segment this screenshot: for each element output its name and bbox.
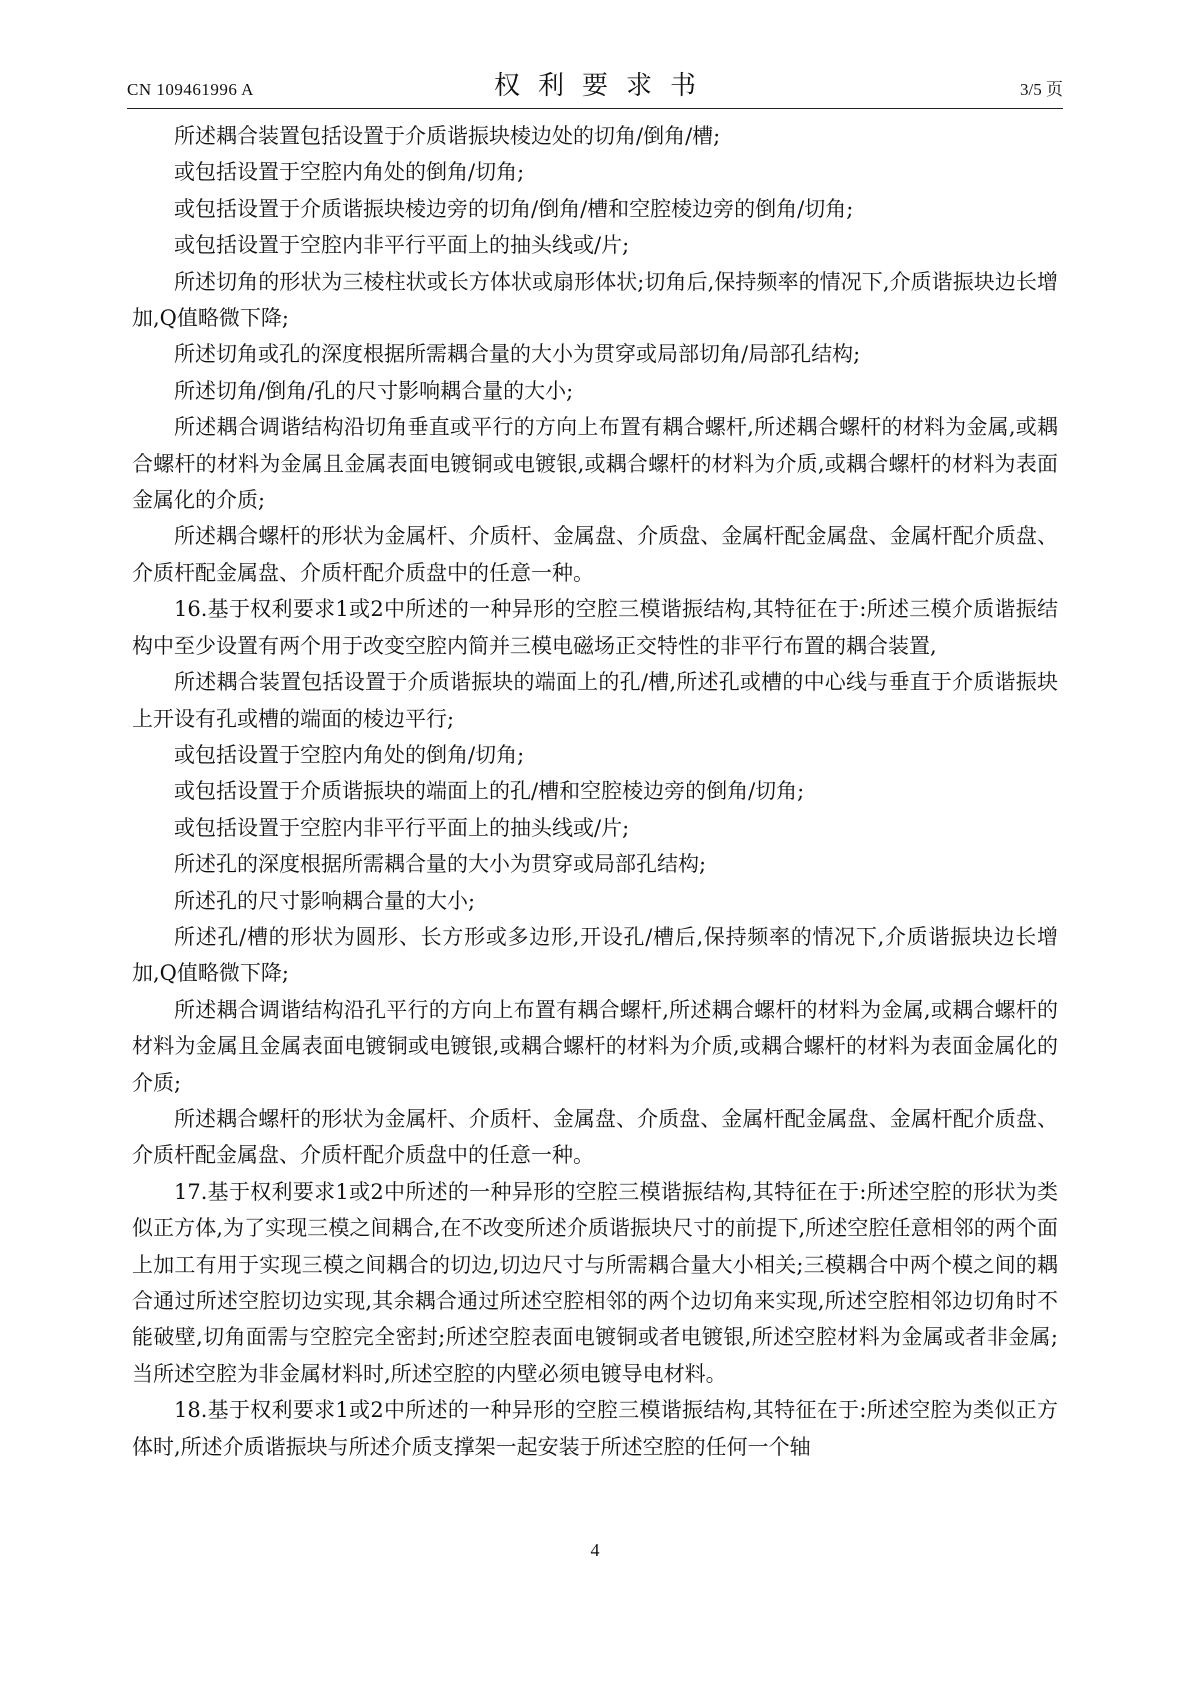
claim-paragraph: 所述孔的尺寸影响耦合量的大小;	[174, 888, 476, 913]
claim-paragraph: 所述耦合螺杆的形状为金属杆、介质杆、金属盘、介质盘、金属杆配金属盘、金属杆配介质盘、介质杆配金属盘、介质杆配介质盘中的任意一种。	[132, 524, 1058, 585]
claim-paragraph: 所述耦合装置包括设置于介质谐振块棱边处的切角/倒角/槽;	[174, 124, 721, 148]
claim-paragraph: 所述孔/槽的形状为圆形、长方形或多边形,开设孔/槽后,保持频率的情况下,介质谐振块边长增加,Q值略微下降;	[132, 924, 1058, 986]
claim-paragraph: 所述孔的深度根据所需耦合量的大小为贯穿或局部孔结构;	[174, 852, 707, 877]
claim-paragraph: 或包括设置于介质谐振块的端面上的孔/槽和空腔棱边旁的倒角/切角;	[174, 779, 805, 804]
claim-paragraph: 所述耦合调谐结构沿孔平行的方向上布置有耦合螺杆,所述耦合螺杆的材料为金属,或耦合螺杆的材料为金属且金属表面电镀铜或电镀银,或耦合螺杆的材料为介质,或耦合螺杆的材料为表面金属化的介质;	[132, 997, 1058, 1095]
claim-paragraph: 所述耦合调谐结构沿切角垂直或平行的方向上布置有耦合螺杆,所述耦合螺杆的材料为金属,或耦合螺杆的材料为金属且金属表面电镀铜或电镀银,或耦合螺杆的材料为介质,或耦合螺杆的材料为表面金属化的介质;	[132, 415, 1058, 513]
claim-paragraph: 或包括设置于空腔内角处的倒角/切角;	[174, 160, 525, 185]
claim-17-paragraph: 17.基于权利要求1或2中所述的一种异形的空腔三模谐振结构,其特征在于:所述空腔的形状为类似正方体,为了实现三模之间耦合,在不改变所述介质谐振块尺寸的前提下,所述空腔任意相邻的两个面上加工有用于实现三模之间耦合的切边,切边尺寸与所需耦合量大小相关;三模耦合中两个模之间的耦合通过所述空腔切边实现,其余耦合通过所述空腔相邻的两个边切角来实现,所述空腔相邻边切角时不能破壁,切角面需与空腔完全密封;所述空腔表面电镀铜或者电镀银,所述空腔材料为金属或者非金属;当所述空腔为非金属材料时,所述空腔的内壁必须电镀导电材料。	[132, 1179, 1058, 1386]
claim-paragraph: 所述切角/倒角/孔的尺寸影响耦合量的大小;	[174, 378, 574, 403]
claim-paragraph: 所述切角的形状为三棱柱状或长方体状或扇形体状;切角后,保持频率的情况下,介质谐振块边长增加,Q值略微下降;	[132, 269, 1058, 331]
claim-paragraph: 所述耦合装置包括设置于介质谐振块的端面上的孔/槽,所述孔或槽的中心线与垂直于介质谐振块上开设有孔或槽的端面的棱边平行;	[132, 670, 1058, 731]
claim-18-paragraph: 18.基于权利要求1或2中所述的一种异形的空腔三模谐振结构,其特征在于:所述空腔为类似正方体时,所述介质谐振块与所述介质支撑架一起安装于所述空腔的任何一个轴	[132, 1398, 1058, 1459]
claim-paragraph: 或包括设置于空腔内非平行平面上的抽头线或/片;	[174, 815, 630, 840]
claims-body	[132, 118, 1058, 1465]
claim-paragraph: 或包括设置于介质谐振块棱边旁的切角/倒角/槽和空腔棱边旁的倒角/切角;	[174, 196, 854, 221]
claim-paragraph: 所述耦合螺杆的形状为金属杆、介质杆、金属盘、介质盘、金属杆配金属盘、金属杆配介质盘、介质杆配金属盘、介质杆配介质盘中的任意一种。	[132, 1106, 1058, 1168]
page-header	[127, 66, 1063, 109]
claim-paragraph: 或包括设置于空腔内非平行平面上的抽头线或/片;	[174, 233, 630, 258]
patent-number: CN 109461996 A	[127, 80, 254, 99]
claim-paragraph: 或包括设置于空腔内角处的倒角/切角;	[174, 742, 525, 767]
claim-paragraph: 所述切角或孔的深度根据所需耦合量的大小为贯穿或局部切角/局部孔结构;	[174, 342, 861, 367]
page-info: 3/5 页	[1020, 80, 1063, 99]
document-title: 权利要求书	[493, 71, 714, 101]
page-number: 4	[590, 1540, 600, 1560]
claim-16-paragraph: 16.基于权利要求1或2中所述的一种异形的空腔三模谐振结构,其特征在于:所述三模介质谐振结构中至少设置有两个用于改变空腔内简并三模电磁场正交特性的非平行布置的耦合装置,	[132, 597, 1058, 658]
